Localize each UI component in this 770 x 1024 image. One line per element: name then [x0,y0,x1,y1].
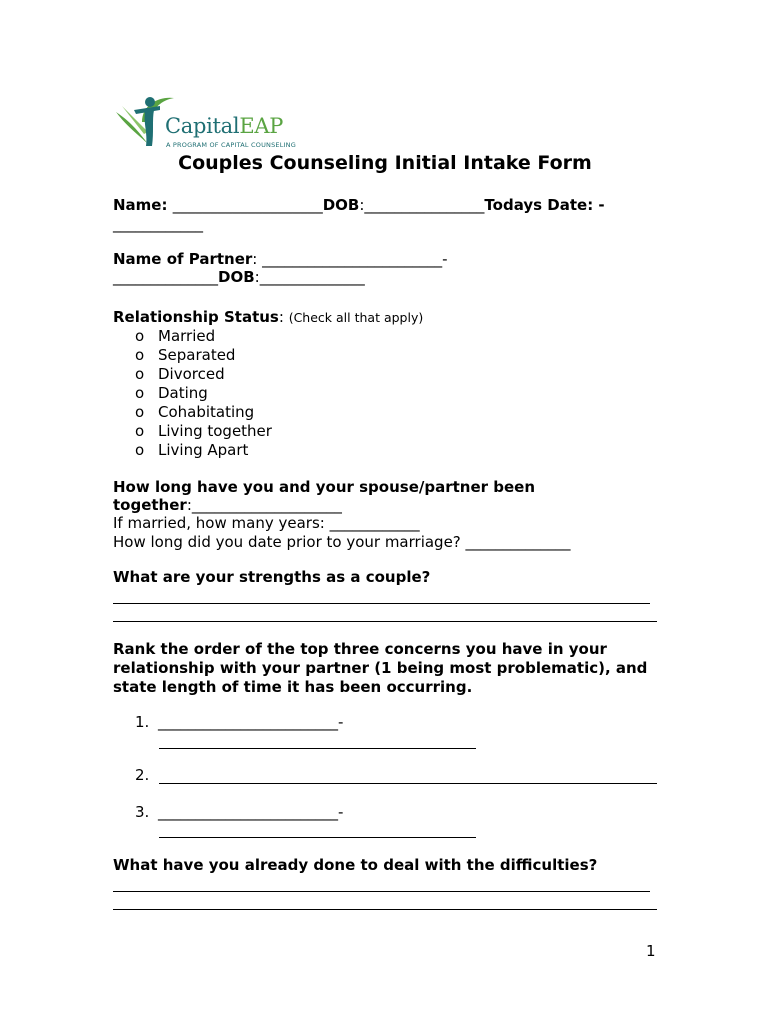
partner-dob-lead-blank[interactable]: ______________ [113,268,218,286]
dob-blank[interactable]: ________________ [364,196,485,214]
logo-tagline: A PROGRAM OF CAPITAL COUNSELING [166,141,296,149]
concern-1-duration-line[interactable] [159,748,476,749]
difficulties-answer-line-1[interactable] [113,891,650,892]
option-cohabitating[interactable] [0,403,400,422]
checkbox-bullet[interactable]: o [135,327,145,345]
option-label: Cohabitating [158,403,255,421]
rank-question-line-1: Rank the order of the top three concerns you have in your [113,640,607,658]
dob-colon: : [359,196,365,214]
difficulties-answer-line-2[interactable] [113,909,657,910]
how-long-row [113,496,342,515]
partner-dob-label: DOB [218,268,255,286]
how-long-question-cont: together [113,496,187,514]
checkbox-bullet[interactable]: o [135,441,145,459]
strengths-answer-line-2[interactable] [113,621,657,622]
checkbox-bullet[interactable]: o [135,422,145,440]
option-label: Living Apart [158,441,249,459]
difficulties-question: What have you already done to deal with the difficulties? [113,856,598,874]
relationship-status-label: Relationship Status [113,308,279,326]
strengths-answer-line-1[interactable] [113,603,650,604]
form-title: Couples Counseling Initial Intake Form [178,152,592,174]
checkbox-bullet[interactable]: o [135,346,145,364]
concern-2-line[interactable] [159,783,657,784]
checkbox-bullet[interactable]: o [135,365,145,383]
todays-date-blank[interactable]: ____________ [113,215,203,233]
concern-3-duration-line[interactable] [159,837,476,838]
name-blank[interactable]: ____________________ [172,196,323,214]
rank-question-line-2: relationship with your partner (1 being most problematic), and [113,659,648,677]
todays-date-label: Todays Date: - [484,196,605,214]
logo-wordmark [165,114,283,138]
option-label: Dating [158,384,208,402]
option-separated[interactable] [0,346,400,365]
married-years-field[interactable]: If married, how many years: ____________ [113,514,420,532]
name-dob-row [113,196,605,215]
concern-1-number: 1. [135,713,150,731]
option-label: Married [158,327,216,345]
name-label: Name: [113,196,173,214]
option-living-apart[interactable] [0,441,400,460]
checkbox-bullet[interactable]: o [135,403,145,421]
concern-3-number: 3. [135,803,150,821]
option-label: Living together [158,422,272,440]
partner-name-blank[interactable]: : ________________________- [252,250,448,268]
partner-row [113,250,448,269]
partner-label: Name of Partner [113,250,253,268]
strengths-question: What are your strengths as a couple? [113,568,431,586]
logo-name-capital: Capital [165,114,240,138]
partner-dob-row [113,268,365,287]
how-long-blank[interactable]: :____________________ [186,496,342,514]
concern-2-number: 2. [135,766,150,784]
dob-label: DOB [322,196,360,214]
relationship-status-colon: : [278,308,289,326]
page-number: 1 [646,942,656,960]
option-living-together[interactable] [0,422,400,441]
logo-name-eap: EAP [239,114,284,138]
option-married[interactable] [0,327,400,346]
relationship-status-row [113,308,423,327]
option-dating[interactable] [0,384,400,403]
option-label: Separated [158,346,236,364]
rank-question-line-3: state length of time it has been occurring. [113,678,473,696]
dated-prior-field[interactable]: How long did you date prior to your marriage? ______________ [113,533,571,551]
how-long-question: How long have you and your spouse/partner been [113,478,536,496]
option-label: Divorced [158,365,225,383]
relationship-status-hint: (Check all that apply) [288,310,424,325]
option-divorced[interactable] [0,365,400,384]
partner-dob-blank[interactable]: :______________ [254,268,365,286]
checkbox-bullet[interactable]: o [135,384,145,402]
concern-1-blank[interactable]: ________________________- [158,713,344,731]
concern-3-blank[interactable]: ________________________- [158,803,344,821]
